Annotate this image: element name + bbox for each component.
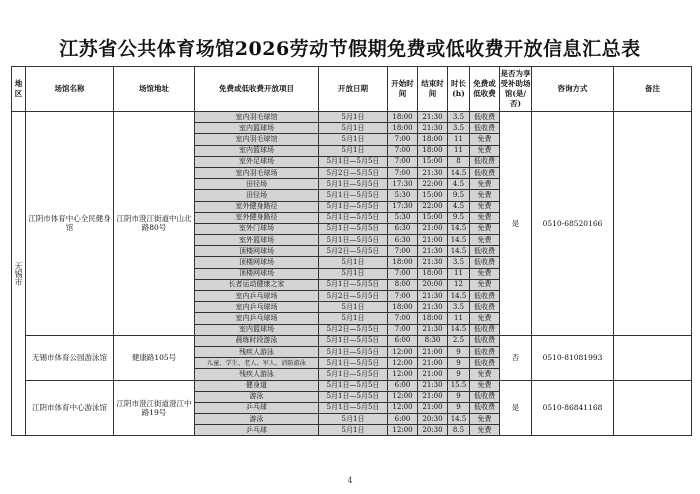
start-cell: 5:30: [388, 212, 418, 223]
fee-cell: 低收费: [470, 291, 500, 302]
date-cell: 5月2日—5月5日: [319, 246, 388, 257]
date-cell: 5月2日—5月5日: [319, 291, 388, 302]
contact-cell: 0510-81081993: [532, 335, 614, 380]
fee-cell: 低收费: [470, 112, 500, 123]
fee-cell: 低收费: [470, 391, 500, 402]
item-cell: 顶楼网球场: [195, 268, 319, 279]
fee-cell: 免费: [470, 425, 500, 436]
item-cell: 室内羽毛球馆: [195, 134, 319, 145]
item-cell: 室内乒乓球场: [195, 302, 319, 313]
end-cell: 18:00: [418, 134, 448, 145]
start-cell: 6:00: [388, 335, 418, 346]
note-cell: [614, 112, 692, 336]
fee-cell: 免费: [470, 279, 500, 290]
start-cell: 18:00: [388, 112, 418, 123]
header-end: 结束时间: [418, 67, 448, 112]
item-cell: 残疾人游泳: [195, 369, 319, 380]
date-cell: 5月1日: [319, 112, 388, 123]
subsidy-cell: 否: [500, 335, 532, 380]
hours-cell: 9: [448, 346, 470, 357]
date-cell: 5月1日—5月5日: [319, 179, 388, 190]
end-cell: 21:30: [418, 324, 448, 335]
end-cell: 8:30: [418, 335, 448, 346]
end-cell: 21:00: [418, 369, 448, 380]
start-cell: 7:00: [388, 246, 418, 257]
fee-cell: 免费: [470, 201, 500, 212]
venue-address-cell: 健康路105号: [114, 335, 195, 380]
item-cell: 晨练时段游泳: [195, 335, 319, 346]
item-cell: 室内羽毛球场: [195, 167, 319, 178]
fee-cell: 低收费: [470, 346, 500, 357]
hours-cell: 8.5: [448, 425, 470, 436]
date-cell: 5月1日: [319, 134, 388, 145]
date-cell: 5月1日—5月5日: [319, 380, 388, 391]
item-cell: 乒乓球: [195, 425, 319, 436]
end-cell: 18:00: [418, 313, 448, 324]
fee-cell: 低收费: [470, 257, 500, 268]
item-cell: 室内乒乓球场: [195, 313, 319, 324]
hours-cell: 3.5: [448, 123, 470, 134]
end-cell: 15:00: [418, 212, 448, 223]
start-cell: 6:30: [388, 235, 418, 246]
fee-cell: 免费: [470, 380, 500, 391]
fee-cell: 免费: [470, 369, 500, 380]
date-cell: 5月1日—5月5日: [319, 346, 388, 357]
start-cell: 8:00: [388, 279, 418, 290]
end-cell: 21:00: [418, 235, 448, 246]
hours-cell: 11: [448, 268, 470, 279]
venue-name-cell: 无锡市体育公园游泳馆: [26, 335, 114, 380]
hours-cell: 14.5: [448, 167, 470, 178]
date-cell: 5月1日—5月5日: [319, 201, 388, 212]
fee-cell: 低收费: [470, 402, 500, 413]
hours-cell: 9.5: [448, 190, 470, 201]
hours-cell: 2.5: [448, 335, 470, 346]
end-cell: 21:30: [418, 302, 448, 313]
end-cell: 21:30: [418, 291, 448, 302]
date-cell: 5月1日—5月5日: [319, 235, 388, 246]
contact-cell: 0510-68520166: [532, 112, 614, 336]
start-cell: 7:00: [388, 324, 418, 335]
note-cell: [614, 380, 692, 436]
item-cell: 室内篮球场: [195, 123, 319, 134]
date-cell: 5月1日—5月5日: [319, 369, 388, 380]
hours-cell: 3.5: [448, 302, 470, 313]
fee-cell: 低收费: [470, 167, 500, 178]
item-cell: 室内羽毛球馆: [195, 112, 319, 123]
hours-cell: 9: [448, 369, 470, 380]
date-cell: 5月1日: [319, 145, 388, 156]
date-cell: 5月2日—5月5日: [319, 167, 388, 178]
date-cell: 5月1日: [319, 268, 388, 279]
table-row: [12, 112, 692, 123]
item-cell: 顶楼网球场: [195, 257, 319, 268]
header-contact: 咨询方式: [532, 67, 614, 112]
start-cell: 7:00: [388, 167, 418, 178]
item-cell: 游泳: [195, 391, 319, 402]
item-cell: 田径场: [195, 179, 319, 190]
hours-cell: 4.5: [448, 201, 470, 212]
date-cell: 5月1日: [319, 425, 388, 436]
fee-cell: 免费: [470, 313, 500, 324]
item-cell: 健身道: [195, 380, 319, 391]
hours-cell: 3.5: [448, 257, 470, 268]
header-hours: 时长(h): [448, 67, 470, 112]
end-cell: 21:00: [418, 391, 448, 402]
hours-cell: 11: [448, 134, 470, 145]
header-item: 免费或低收费开放项目: [195, 67, 319, 112]
item-cell: 顶楼网球场: [195, 246, 319, 257]
header-date: 开放日期: [319, 67, 388, 112]
date-cell: 5月1日—5月5日: [319, 223, 388, 234]
date-cell: 5月1日—5月5日: [319, 190, 388, 201]
item-cell: 室外足球场: [195, 156, 319, 167]
subsidy-cell: 是: [500, 112, 532, 336]
date-cell: 5月1日: [319, 123, 388, 134]
start-cell: 12:00: [388, 346, 418, 357]
venue-address-cell: 江阴市澄江街道中山北路80号: [114, 112, 195, 336]
region-cell: 无锡市: [12, 112, 26, 436]
date-cell: 5月1日—5月5日: [319, 335, 388, 346]
end-cell: 21:00: [418, 223, 448, 234]
end-cell: 21:00: [418, 402, 448, 413]
start-cell: 7:00: [388, 268, 418, 279]
hours-cell: 11: [448, 145, 470, 156]
start-cell: 18:00: [388, 123, 418, 134]
date-cell: 5月2日—5月5日: [319, 324, 388, 335]
item-cell: 田径场: [195, 190, 319, 201]
item-cell: 长者运动健康之家: [195, 279, 319, 290]
end-cell: 22:00: [418, 179, 448, 190]
start-cell: 12:00: [388, 402, 418, 413]
fee-cell: 免费: [470, 414, 500, 425]
fee-cell: 低收费: [470, 335, 500, 346]
start-cell: 7:00: [388, 291, 418, 302]
start-cell: 6:00: [388, 380, 418, 391]
hours-cell: 12: [448, 279, 470, 290]
header-venue: 场馆名称: [26, 67, 114, 112]
header-subsidy: 是否为享受补助场馆(是/否): [500, 67, 532, 112]
start-cell: 17:30: [388, 179, 418, 190]
fee-cell: 免费: [470, 212, 500, 223]
hours-cell: 9: [448, 402, 470, 413]
fee-cell: 低收费: [470, 324, 500, 335]
fee-cell: 低收费: [470, 302, 500, 313]
end-cell: 15:00: [418, 156, 448, 167]
start-cell: 12:00: [388, 358, 418, 369]
start-cell: 6:30: [388, 223, 418, 234]
date-cell: 5月1日: [319, 414, 388, 425]
date-cell: 5月1日—5月5日: [319, 279, 388, 290]
page-title: 江苏省公共体育场馆2026劳动节假期免费或低收费开放信息汇总表: [59, 38, 641, 60]
date-cell: 5月1日—5月5日: [319, 156, 388, 167]
header-address: 场馆地址: [114, 67, 195, 112]
header-fee: 免费或低收费: [470, 67, 500, 112]
header-row: [12, 67, 692, 112]
venue-name-cell: 江阴市体育中心游泳馆: [26, 380, 114, 436]
item-cell: 游泳: [195, 414, 319, 425]
end-cell: 15:00: [418, 190, 448, 201]
start-cell: 7:00: [388, 313, 418, 324]
page-number: 4: [347, 476, 353, 485]
date-cell: 5月1日—5月5日: [319, 391, 388, 402]
fee-cell: 低收费: [470, 246, 500, 257]
hours-cell: 14.5: [448, 246, 470, 257]
end-cell: 21:30: [418, 123, 448, 134]
end-cell: 18:00: [418, 145, 448, 156]
item-cell: 残疾人游泳: [195, 346, 319, 357]
end-cell: 21:00: [418, 358, 448, 369]
table-row: [12, 380, 692, 391]
start-cell: 7:00: [388, 134, 418, 145]
end-cell: 21:30: [418, 380, 448, 391]
end-cell: 21:00: [418, 346, 448, 357]
hours-cell: 9: [448, 391, 470, 402]
fee-cell: 低收费: [470, 358, 500, 369]
note-cell: [614, 335, 692, 380]
date-cell: 5月1日—5月5日: [319, 358, 388, 369]
start-cell: 18:00: [388, 302, 418, 313]
fee-cell: 免费: [470, 223, 500, 234]
hours-cell: 4.5: [448, 179, 470, 190]
header-region: 地区: [12, 67, 26, 112]
fee-cell: 免费: [470, 179, 500, 190]
hours-cell: 14.5: [448, 414, 470, 425]
hours-cell: 14.5: [448, 235, 470, 246]
fee-cell: 免费: [470, 145, 500, 156]
end-cell: 21:30: [418, 167, 448, 178]
hours-cell: 8: [448, 156, 470, 167]
fee-cell: 免费: [470, 190, 500, 201]
item-cell: 室外篮球场: [195, 235, 319, 246]
date-cell: 5月1日—5月5日: [319, 212, 388, 223]
start-cell: 7:00: [388, 156, 418, 167]
hours-cell: 15.5: [448, 380, 470, 391]
venue-name-cell: 江阴市体育中心全民健身馆: [26, 112, 114, 336]
venue-table: [11, 66, 692, 436]
table-body: [12, 112, 692, 436]
start-cell: 12:00: [388, 391, 418, 402]
item-cell: 乒乓球: [195, 402, 319, 413]
subsidy-cell: 是: [500, 380, 532, 436]
hours-cell: 3.5: [448, 112, 470, 123]
fee-cell: 免费: [470, 134, 500, 145]
fee-cell: 免费: [470, 268, 500, 279]
end-cell: 21:30: [418, 246, 448, 257]
fee-cell: 低收费: [470, 156, 500, 167]
hours-cell: 9: [448, 358, 470, 369]
start-cell: 12:00: [388, 425, 418, 436]
date-cell: 5月1日: [319, 302, 388, 313]
fee-cell: 免费: [470, 235, 500, 246]
fee-cell: 低收费: [470, 123, 500, 134]
start-cell: 5:30: [388, 190, 418, 201]
end-cell: 22:00: [418, 201, 448, 212]
hours-cell: 11: [448, 313, 470, 324]
start-cell: 12:00: [388, 369, 418, 380]
end-cell: 20:30: [418, 414, 448, 425]
hours-cell: 14.5: [448, 223, 470, 234]
header-note: 备注: [614, 67, 692, 112]
contact-cell: 0510-86841168: [532, 380, 614, 436]
item-cell: 室外门球场: [195, 223, 319, 234]
item-cell: 室内篮球场: [195, 324, 319, 335]
table-row: [12, 335, 692, 346]
item-cell: 室外健身路径: [195, 201, 319, 212]
start-cell: 6:00: [388, 414, 418, 425]
date-cell: 5月1日—5月5日: [319, 402, 388, 413]
date-cell: 5月1日: [319, 257, 388, 268]
end-cell: 21:30: [418, 257, 448, 268]
hours-cell: 9.5: [448, 212, 470, 223]
item-cell: 室内乒乓球场: [195, 291, 319, 302]
hours-cell: 14.5: [448, 291, 470, 302]
item-cell: 儿童、学生、老人、军人、消防游泳: [195, 358, 319, 369]
venue-address-cell: 江阴市澄江街道澄江中路19号: [114, 380, 195, 436]
end-cell: 18:00: [418, 268, 448, 279]
start-cell: 18:00: [388, 257, 418, 268]
item-cell: 室内篮球场: [195, 145, 319, 156]
end-cell: 20:00: [418, 279, 448, 290]
hours-cell: 14.5: [448, 324, 470, 335]
header-start: 开始时间: [388, 67, 418, 112]
date-cell: 5月1日: [319, 313, 388, 324]
item-cell: 室外健身路径: [195, 212, 319, 223]
start-cell: 17:30: [388, 201, 418, 212]
end-cell: 20:30: [418, 425, 448, 436]
start-cell: 7:00: [388, 145, 418, 156]
end-cell: 21:30: [418, 112, 448, 123]
